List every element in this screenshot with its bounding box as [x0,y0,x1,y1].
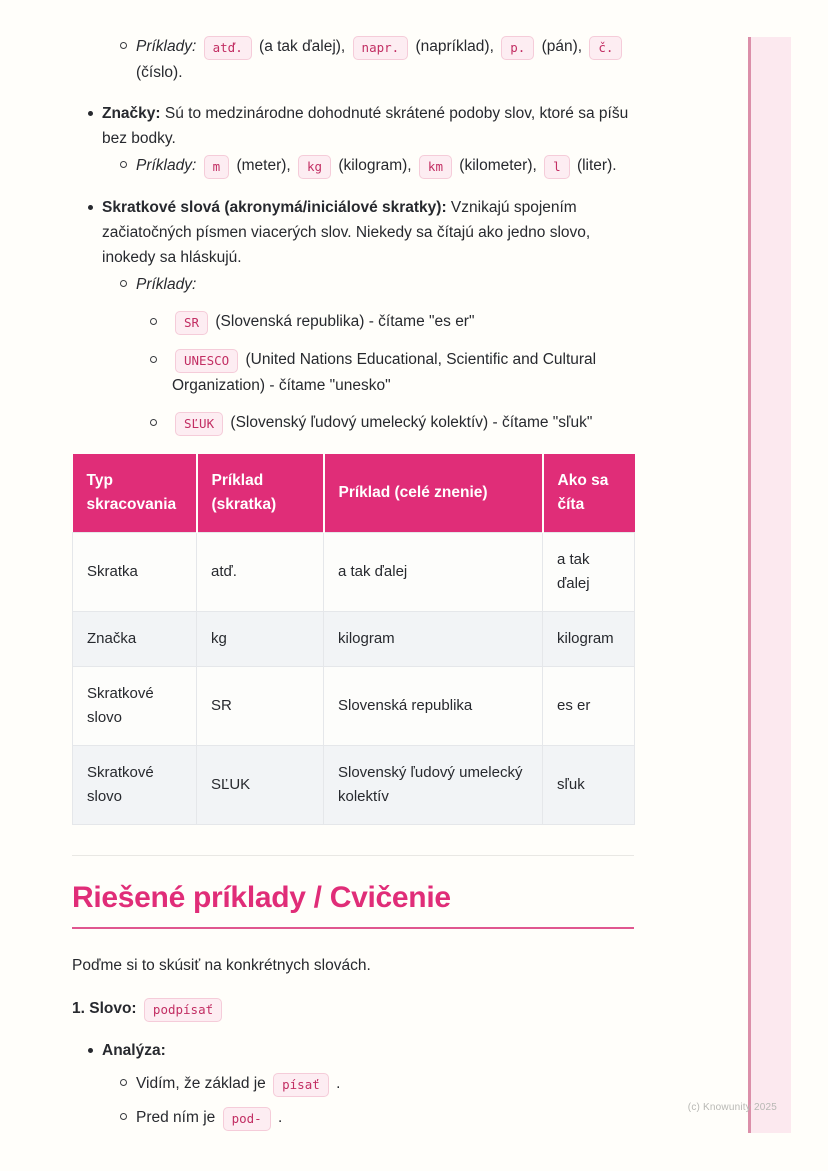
table-cell: sľuk [543,746,635,825]
watermark: (c) Knowunity 2025 [687,1102,777,1113]
table-row [73,533,635,612]
example-text: (číslo). [136,64,183,81]
list-item-skratky-examples [72,34,634,85]
list-item-analysis-step [102,1105,634,1131]
table-cell: SĽUK [197,746,324,825]
example-text: (Slovenská republika) - čítame "es er" [211,313,475,330]
table-row [73,612,635,667]
example-text: (meter), [232,157,296,174]
example-text: (a tak ďalej), [254,38,350,55]
term-label: Skratkové slová (akronymá/iniciálové skratky): [102,199,447,216]
analysis-text: Vidím, že základ je [136,1075,271,1092]
example-text: (napríklad), [411,38,499,55]
section-divider [72,855,634,856]
table-cell: Skratkové slovo [73,667,197,746]
document-content [72,0,634,1131]
list-item-skratkove-examples [102,272,634,436]
examples-label: Príklady: [136,276,197,293]
exercise-word-label: 1. Slovo: [72,1000,137,1017]
list-item-skratkove-slova [72,195,634,436]
table-cell: Značka [73,612,197,667]
term-text: Sú to medzinárodne dohodnuté skrátené podoby slov, ktoré sa píšu bez bodky. [102,105,629,147]
table-cell: a tak ďalej [543,533,635,612]
main-bullet-list [72,101,634,436]
code-badge: l [544,155,570,179]
list-item-acronym [136,410,634,436]
example-text: (kilogram), [334,157,416,174]
page-edge-band [748,37,791,1133]
table-header-cell: Príklad (celé znenie) [324,454,543,533]
code-badge: atď. [204,36,252,60]
acronym-list [136,309,634,436]
term-text: Vznikajú spojením začiatočných písmen viacerých slov. Niekedy sa čítajú ako jedno slovo, inokedy sa hláskujú. [102,199,591,266]
table-header-cell: Príklad (skratka) [197,454,324,533]
examples-label: Príklady: [136,157,197,174]
table-cell: Slovenský ľudový umelecký kolektív [324,746,543,825]
table-cell: a tak ďalej [324,533,543,612]
code-badge: písať [273,1073,329,1097]
abbreviation-types-table [72,454,635,825]
example-text: (United Nations Educational, Scientific and Cultural Organization) - čítame "unesko" [172,351,597,394]
analysis-sublist [102,1071,634,1131]
code-badge: SR [175,311,208,335]
section-intro: Poďme si to skúsiť na konkrétnych slovách. [72,957,371,974]
analysis-list [72,1038,634,1131]
table-cell: kg [197,612,324,667]
code-badge: podpísať [144,998,222,1022]
list-item-analyza [72,1038,634,1131]
analysis-text: . [331,1075,341,1092]
code-badge: UNESCO [175,349,238,373]
table-header-cell: Typ skracovania [73,454,197,533]
code-badge: p. [501,36,534,60]
table-header-cell: Ako sa číta [543,454,635,533]
analysis-text: Pred ním je [136,1109,220,1126]
analysis-label: Analýza: [102,1042,166,1059]
table-cell: Skratka [73,533,197,612]
table-row [73,667,635,746]
list-item-znacky-examples [102,153,634,179]
code-badge: m [204,155,230,179]
example-text: (Slovenský ľudový umelecký kolektív) - čítame "sľuk" [226,414,593,431]
list-item-analysis-step [102,1071,634,1097]
code-badge: kg [298,155,331,179]
table-row [73,746,635,825]
code-badge: napr. [353,36,409,60]
table-cell: kilogram [543,612,635,667]
code-badge: km [419,155,452,179]
examples-label: Príklady: [136,38,197,55]
table-cell: Slovenská republika [324,667,543,746]
table-header-row [73,454,635,533]
code-badge: SĽUK [175,412,223,436]
list-item-acronym [136,347,634,398]
list-item-znacky [72,101,634,179]
table-cell: kilogram [324,612,543,667]
table-cell: es er [543,667,635,746]
code-badge: pod- [223,1107,271,1131]
list-item-acronym [136,309,634,335]
table-cell: atď. [197,533,324,612]
skratkove-examples-list [102,272,634,436]
table-cell: Skratkové slovo [73,746,197,825]
term-label: Značky: [102,105,161,122]
example-text: (pán), [537,38,587,55]
exercise-word-line [72,996,634,1022]
skratky-examples-list [72,34,634,85]
znacky-examples-list [102,153,634,179]
example-text: (liter). [572,157,617,174]
code-badge: č. [589,36,622,60]
table-cell: SR [197,667,324,746]
example-text: (kilometer), [454,157,542,174]
section-heading: Riešené príklady / Cvičenie [72,878,634,929]
analysis-text: . [273,1109,283,1126]
